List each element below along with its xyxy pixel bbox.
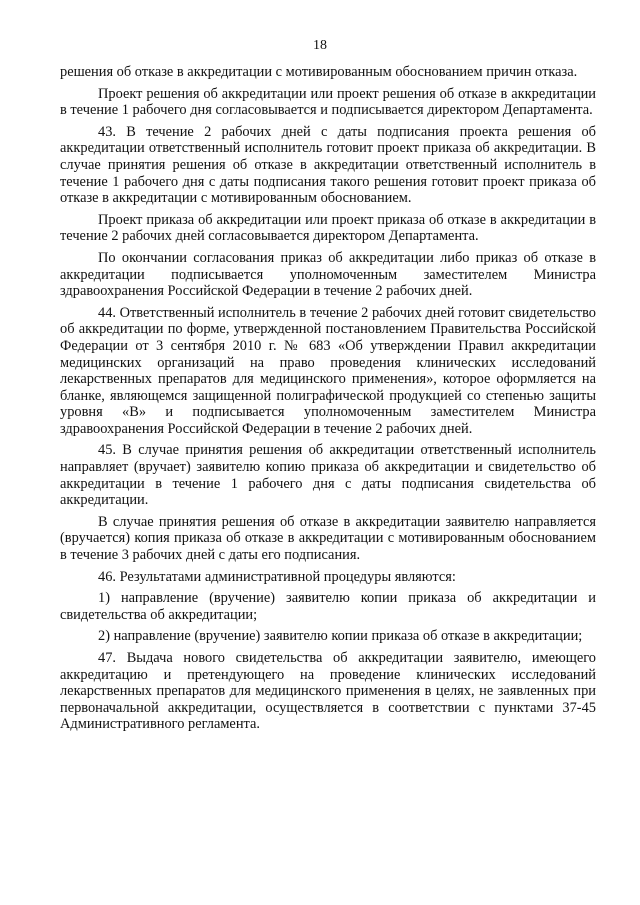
list-item-2: 2) направление (вручение) заявителю копии приказа об отказе в аккредитации; [98, 628, 583, 645]
paragraph-order-signing: По окончании согласования приказ об аккредитации либо приказ об отказе в аккредитации подписывается уполномоченным заместителем Министра здравоохранения Российской Федерации в течение 2 рабочих дней. [60, 249, 596, 300]
paragraph-draft-decision: Проект решения об аккредитации или проект решения об отказе в аккредитации в течение 1 рабочего дня согласовывается и подписывается директором Департамента. [60, 85, 596, 119]
paragraph-43: 43. В течение 2 рабочих дней с даты подписания проекта решения об аккредитации ответственный исполнитель готовит проект приказа об аккредитации. В случае принятия решения об отказе в аккредитации ответственный исполнитель в течение 1 рабочего дня с даты подписания такого решения готовит проект приказа об отказе в аккредитации с мотивированным обоснованием. [60, 123, 596, 207]
paragraph-continuation: решения об отказе в аккредитации с мотивированным обоснованием причин отказа. [60, 64, 578, 80]
paragraph-44: 44. Ответственный исполнитель в течение 2 рабочих дней готовит свидетельство об аккредитации по форме, утвержденной постановлением Правительства Российской Федерации от 3 сентября 2010 г. № 683 «Об утверждении Правил аккредитации медицинских организаций на право проведения клинических исследований лекарственных препаратов для медицинского применения», которое оформляется на бланке, являющемся защищенной полиграфической продукцией со степенью защиты уровня «В» и подписывается уполномоченным заместителем Министра здравоохранения Российской Федерации в течение 2 рабочих дней. [60, 304, 596, 437]
page-number: 18 [313, 38, 327, 53]
paragraph-47: 47. Выдача нового свидетельства об аккредитации заявителю, имеющего аккредитацию и претендующего на проведение клинических исследований лекарственных препаратов для медицинского применения в целях, не заявленных при первоначальной аккредитации, осуществляется в соответствии с пунктами 37-45 Административного регламента. [60, 650, 596, 733]
paragraph-46: 46. Результатами административной процедуры являются: [98, 568, 456, 585]
paragraph-45: 45. В случае принятия решения об аккредитации ответственный исполнитель направляет (вручает) заявителю копию приказа об аккредитации и свидетельство об аккредитации в течение 1 рабочего дня с даты подписания свидетельства об аккредитации. [60, 442, 596, 509]
paragraph-draft-order: Проект приказа об аккредитации или проект приказа об отказе в аккредитации в течение 2 рабочих дней согласовывается директором Департамента. [60, 211, 596, 245]
paragraph-refusal-notice: В случае принятия решения об отказе в аккредитации заявителю направляется (вручается) копия приказа об отказе в аккредитации с мотивированным обоснованием в течение 3 рабочих дней с даты его подписания. [60, 513, 596, 564]
document-body [60, 64, 596, 733]
list-item-1: 1) направление (вручение) заявителю копии приказа об аккредитации и свидетельства об аккредитации; [60, 590, 596, 623]
